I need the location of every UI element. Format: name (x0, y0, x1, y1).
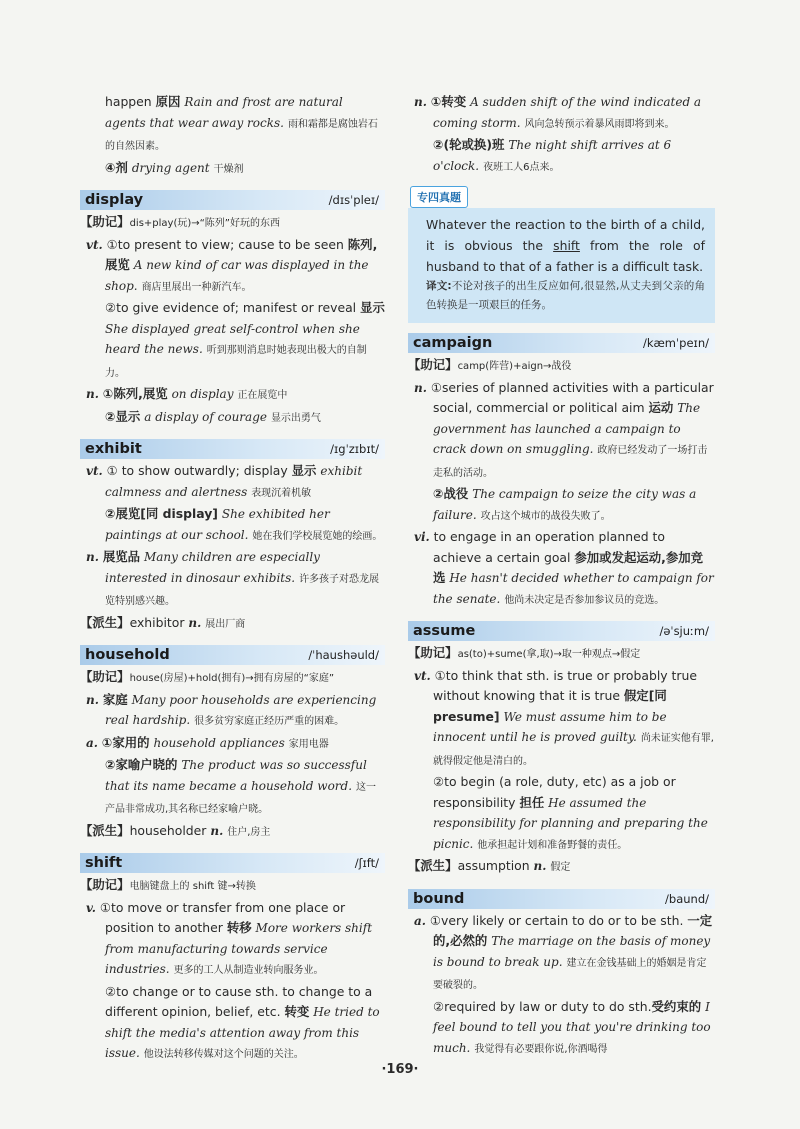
sense (80, 235, 385, 299)
mnemonic-text: 电脑键盘上的 shift 键→转换 (129, 881, 256, 892)
mnemonic-tag: 【助记】 (80, 877, 130, 892)
sense (408, 527, 715, 611)
sense (80, 298, 385, 384)
definition: ②to begin (a role, duty, etc) as a job or responsibility (433, 774, 676, 810)
definition: ①to think that sth. is true or probably true without knowing that it is true (433, 667, 697, 703)
part-of-speech: n. (86, 692, 99, 707)
definition-zh: 转变 (284, 1004, 310, 1019)
sense (408, 666, 715, 773)
definition-zh: ②(轮或换)班 (433, 137, 505, 152)
example-en: Many poor households are experiencing real hardship. (105, 692, 377, 727)
example-en: I feel bound to tell you that you're drinking too much. (433, 999, 711, 1055)
example-zh: 风向急转预示着暴风雨即将到来。 (524, 118, 675, 130)
example-en: We must assume him to be innocent until he is proved guilty. (433, 709, 667, 744)
definition: ②to give evidence of; manifest or reveal (105, 300, 357, 315)
example-en: Rain and frost are natural agents that wear away rocks. (105, 95, 343, 130)
example-zh: 这一产品非常成功,其名称已经家喻户晓。 (105, 781, 376, 815)
sense (80, 982, 385, 1066)
sense-label: 原因 (155, 94, 181, 109)
exam-keyword: shift (553, 238, 580, 253)
part-of-speech: vt. (86, 464, 103, 478)
example-en: a display of courage (144, 409, 267, 424)
sense-text (80, 158, 385, 181)
part-of-speech: a. (86, 735, 98, 750)
example-en: The marriage on the basis of money is bound to break up. (433, 934, 711, 969)
entry-continuation (80, 92, 385, 180)
entry-header-household (80, 645, 385, 665)
example-zh: 她在我们学校展览她的绘画。 (252, 530, 383, 542)
example-zh: 夜班工人6点来。 (483, 161, 560, 173)
sense (80, 384, 385, 407)
part-of-speech: n. (86, 550, 99, 564)
derivative-word: exhibitor (129, 614, 185, 630)
definition-zh: 转移 (226, 920, 252, 935)
definition: ②to change or to cause sth. to change to a different opinion, belief, etc. (105, 983, 373, 1019)
part-of-speech: vi. (414, 530, 430, 544)
sense (408, 378, 715, 485)
headword: campaign (413, 335, 493, 351)
headword: assume (413, 623, 476, 639)
part-of-speech: v. (86, 900, 96, 915)
mnemonic-text: house(房屋)+hold(拥有)→拥有房屋的“家庭” (129, 673, 335, 684)
example-en: on display (171, 387, 234, 401)
mnemonic (80, 875, 385, 898)
example-zh: 我觉得有必要跟你说,你酒喝得 (474, 1043, 608, 1055)
definition-zh: 陈列,展览 (105, 236, 378, 272)
definition-zh: ②显示 (105, 408, 141, 424)
definition-zh: ①陈列,展览 (102, 386, 168, 401)
example-zh: 更多的工人从制造业转向服务业。 (173, 965, 324, 976)
exam-text: from the role of husband to that of a father is a difficult task. (426, 238, 705, 274)
part-of-speech: a. (414, 913, 426, 928)
sense (80, 407, 385, 430)
sense (408, 92, 715, 135)
sense-label: ④剂 (105, 159, 128, 175)
phonetic: /dɪsˈpleɪ/ (328, 193, 379, 207)
definition: ①to present to view; cause to be seen (106, 236, 344, 252)
derivative (80, 613, 385, 636)
definition: ①to move or transfer from one place or position to another (99, 899, 346, 935)
definition-zh: 担任 (519, 794, 545, 810)
sense (80, 461, 385, 504)
mnemonic-tag: 【助记】 (80, 669, 130, 684)
example-en: The night shift arrives at 6 o'clock. (433, 138, 672, 173)
entry-header-shift (80, 853, 385, 873)
entry-header-exhibit (80, 439, 385, 459)
definition-zh: ②家喻户晓的 (105, 757, 178, 772)
mnemonic-text: as(to)+sume(拿,取)→取一种观点→假定 (457, 649, 641, 660)
headword: display (85, 192, 144, 208)
sense (80, 898, 385, 982)
example-zh: 表现沉着机敏 (251, 487, 312, 499)
sense (80, 504, 385, 547)
phonetic: /əˈsjuːm/ (659, 624, 709, 638)
example-en: More workers shift from manufacturing towards service industries. (105, 921, 373, 976)
mnemonic-tag: 【助记】 (80, 214, 130, 229)
example-zh: 攻占这个城市的战役失败了。 (480, 510, 611, 522)
example-zh: 雨和霜都是腐蚀岩石的自然因素。 (105, 118, 378, 152)
example-zh: 他承担起计划和准备野餐的责任。 (477, 839, 628, 851)
mnemonic (408, 643, 715, 666)
headword: household (85, 647, 170, 663)
example-zh: 许多孩子对恐龙展览特别感兴趣。 (105, 573, 380, 607)
exam-text: Whatever the reaction to the birth of a child, it is obvious the (426, 217, 705, 253)
derivative-word: assumption (457, 858, 530, 873)
derivative-zh: 展出厂商 (205, 618, 246, 630)
definition-zh: 参加或发起运动,参加竞选 (433, 549, 704, 585)
mnemonic (80, 212, 385, 235)
definition-zh: ①家用的 (101, 734, 150, 750)
example-zh: 政府已经发动了一场打击走私的活动。 (433, 445, 708, 479)
entry-header-campaign (408, 333, 715, 353)
exam-translation (426, 277, 705, 315)
definition-zh: 一定的,必然的 (433, 912, 713, 948)
definition-zh: 运动 (648, 400, 674, 415)
example-en: He assumed the responsibility for planning and preparing the picnic. (433, 795, 708, 851)
example-en: drying agent (131, 160, 210, 175)
sense (80, 755, 385, 821)
example-en: A new kind of car was displayed in the shop. (105, 258, 369, 293)
sense (408, 484, 715, 527)
definition: ①very likely or certain to do or to be sth. (429, 912, 684, 928)
headword: shift (85, 855, 123, 871)
phonetic: /ɪgˈzɪbɪt/ (330, 442, 379, 456)
phonetic: /ˈhaushəuld/ (308, 648, 379, 662)
right-column (408, 92, 715, 1060)
mnemonic-text: dis+play(玩)→“陈列”好玩的东西 (129, 218, 280, 229)
exam-content (408, 208, 715, 323)
left-column (80, 92, 385, 1066)
example-zh: 商店里展出一种新汽车。 (141, 281, 252, 293)
example-en: The campaign to seize the city was a failure. (433, 487, 697, 522)
mnemonic-tag: 【助记】 (408, 357, 458, 372)
definition-zh: 家庭 (102, 691, 128, 707)
definition-zh: 显示 (291, 463, 317, 478)
definition-zh: 假定[同 presume] (433, 688, 667, 724)
example-en: He hasn't decided whether to campaign for the senate. (433, 571, 714, 606)
example-zh: 很多贫穷家庭正经历严重的困难。 (194, 716, 345, 727)
exam-box (408, 178, 715, 323)
example-zh: 建立在金钱基础上的婚姻是肯定要破裂的。 (433, 957, 707, 991)
definition-zh: 显示 (360, 300, 385, 315)
example-zh: 他设法转移传媒对这个问题的关注。 (143, 1049, 304, 1060)
sense-text (80, 92, 385, 158)
definition-zh: ②战役 (433, 486, 469, 501)
example-en: exhibit calmness and alertness (105, 464, 363, 499)
exam-tag: 专四真题 (410, 186, 468, 208)
phonetic: /kæmˈpeɪn/ (642, 336, 709, 350)
mnemonic-text: camp(阵营)+aign→战役 (457, 361, 572, 372)
derivative-zh: 住户,房主 (227, 826, 271, 838)
derivative-zh: 假定 (550, 862, 571, 873)
translation-label: 译文: (426, 280, 452, 292)
example-zh: 正在展览中 (237, 390, 288, 401)
example-en: Many children are especially interested in dinosaur exhibits. (105, 550, 320, 585)
part-of-speech: vt. (414, 668, 431, 683)
example-zh: 尚未证实他有罪,就得假定他是清白的。 (433, 733, 714, 767)
entry-header-bound (408, 889, 715, 909)
definition: ① to show outwardly; display (106, 463, 288, 478)
phonetic: /baund/ (665, 891, 709, 906)
phonetic: /ʃɪft/ (354, 856, 379, 870)
definition: to engage in an operation planned to achieve a certain goal (433, 529, 665, 565)
sense (408, 135, 715, 178)
derivative-tag: 【派生】 (80, 822, 130, 838)
part-of-speech: n. (188, 615, 202, 630)
derivative (80, 821, 385, 844)
part-of-speech: n. (414, 95, 427, 109)
headword: bound (413, 890, 465, 907)
translation-text: 不论对孩子的出生反应如何,很显然,从丈夫到父亲的角色转换是一项艰巨的任务。 (426, 280, 705, 311)
mnemonic (80, 667, 385, 690)
derivative-word: householder (129, 822, 207, 838)
part-of-speech: n. (86, 387, 99, 401)
sense (80, 547, 385, 613)
part-of-speech: n. (414, 380, 427, 395)
entry-header-assume (408, 621, 715, 641)
sense-prefix: happen (105, 94, 152, 109)
definition-zh: ①转变 (430, 94, 467, 109)
example-en: He tried to shift the media's attention away from this issue. (105, 1005, 380, 1060)
derivative (408, 856, 715, 879)
part-of-speech: vt. (86, 237, 103, 252)
definition-zh: 受约束的 (651, 998, 702, 1014)
example-zh: 他尚未决定是否参加参议员的竞选。 (504, 594, 665, 606)
example-zh: 显示出勇气 (270, 412, 321, 424)
example-zh: 听到那则消息时她表现出极大的自制力。 (105, 345, 367, 379)
sense (80, 690, 385, 733)
mnemonic (408, 355, 715, 378)
derivative-tag: 【派生】 (80, 614, 130, 630)
definition: ②required by law or duty to do sth. (433, 998, 652, 1014)
example-en: The government has launched a campaign to crack down on smuggling. (433, 401, 701, 456)
example-en: household appliances (153, 735, 285, 750)
part-of-speech: n. (533, 859, 547, 873)
headword: exhibit (85, 441, 142, 457)
derivative-tag: 【派生】 (408, 858, 458, 873)
example-en: She displayed great self-control when she heard the news. (105, 321, 360, 356)
sense (408, 997, 715, 1061)
exam-sentence (426, 214, 705, 277)
example-en: She exhibited her paintings at our school. (105, 507, 330, 542)
mnemonic-tag: 【助记】 (408, 645, 458, 660)
sense (408, 911, 715, 997)
entry-header-display (80, 190, 385, 210)
sense (408, 772, 715, 856)
example-zh: 家用电器 (288, 738, 329, 750)
definition-zh: ②展览[同 display] (105, 506, 218, 521)
definition-zh: 展览品 (102, 549, 141, 564)
example-zh: 干燥剂 (213, 163, 244, 175)
example-en: A sudden shift of the wind indicated a coming storm. (433, 95, 702, 130)
sense (80, 733, 385, 756)
definition: ①series of planned activities with a particular social, commercial or political aim (430, 379, 714, 415)
page-number: ·169· (381, 1062, 419, 1077)
example-en: The product was so successful that its name became a household word. (105, 758, 367, 793)
part-of-speech: n. (210, 823, 224, 838)
